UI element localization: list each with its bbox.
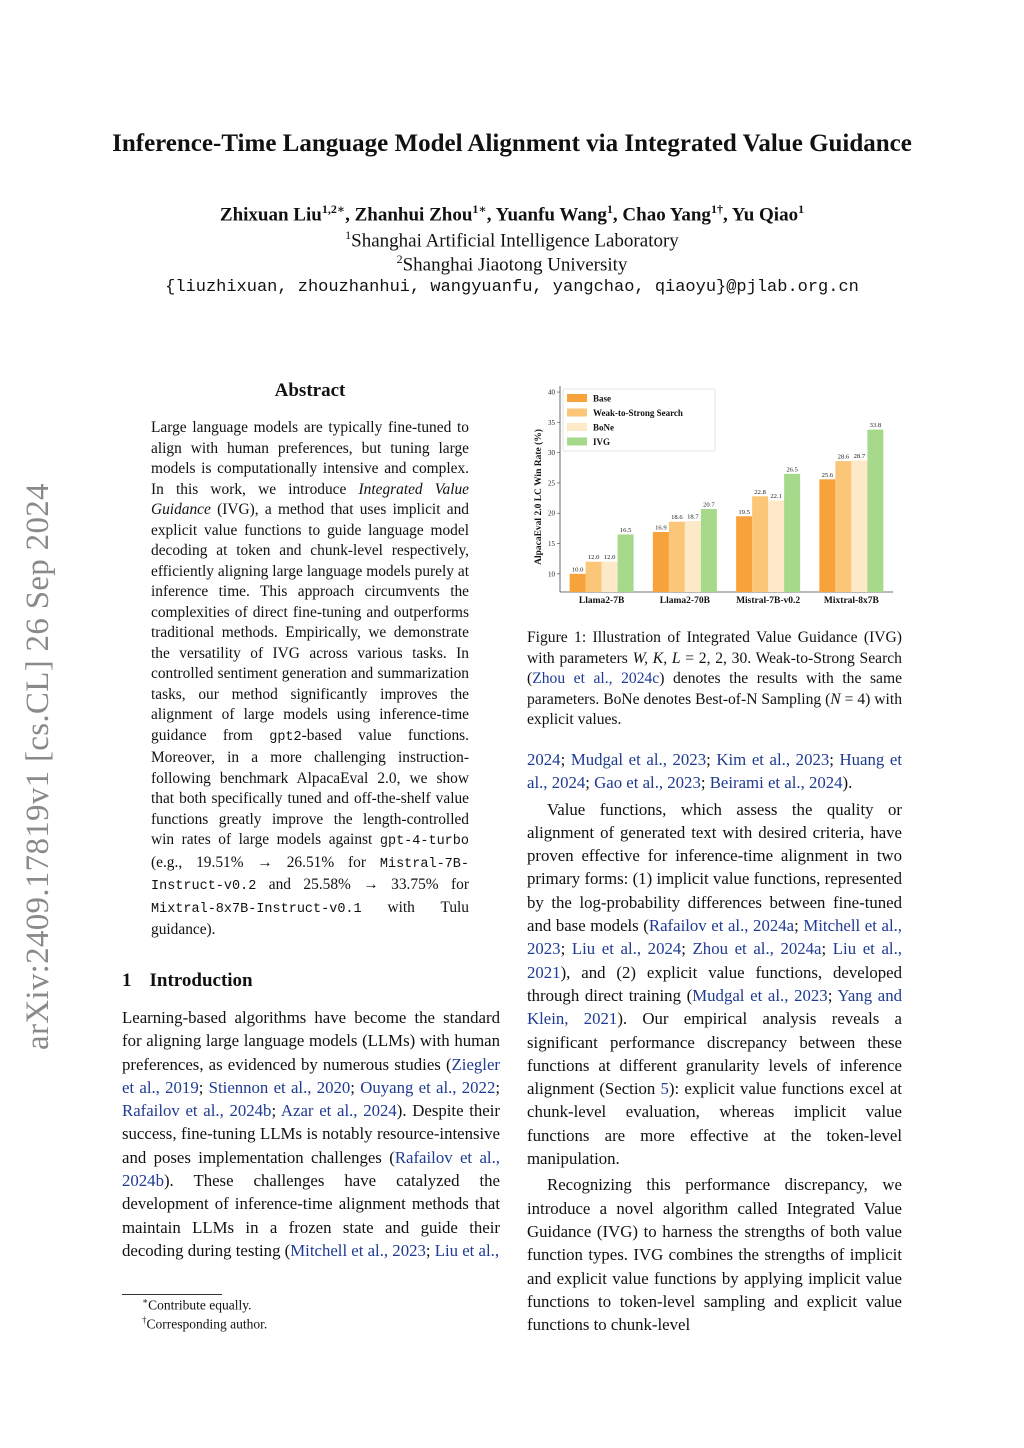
author-name[interactable]: Chao Yang [622,204,711,226]
citation-separator: ; [827,985,838,1005]
citation-link[interactable]: Stiennon et al., 2020 [208,1077,351,1097]
author-separator: , [612,204,623,226]
footnote-equal-contribution [142,1296,251,1314]
y-tick-label: 20 [548,509,555,518]
citation-link[interactable]: Ziegler et al., 2019 [122,1054,500,1097]
citation-link[interactable]: Mitchell et al., 2023 [290,1240,426,1260]
citation-link[interactable]: Huang et al., 2024 [527,750,902,793]
abstract-text: (e.g., 19.51% → 26.51% for [151,853,380,871]
abstract-text: and 25.58% → 33.75% for [256,876,469,893]
legend-entry: BoNe [593,422,614,433]
legend-swatch [567,438,587,446]
citation-separator: ; [560,750,571,769]
bar-base [736,516,752,592]
citation-link[interactable]: Mudgal et al., 2023 [692,985,828,1005]
bar-data-label: 20.7 [703,501,715,509]
author-separator: , [722,204,732,226]
bar-weak-to-strong-search [835,461,851,592]
section-number: 1 [122,970,132,991]
y-axis-label: AlpacaEval 2.0 LC Win Rate (%) [534,429,544,565]
abstract-text: -based value functions. Moreover, in a more challenging instruction-following benchmark AlpacaEval 2.0, we show that both specifically tuned and off-the-shelf value functions greatly improve the length-controlled win rates of large models against [151,726,469,848]
bar-ivg [618,534,634,592]
abstract-text: (IVG), a method that uses implicit and explicit value functions to guide language model decoding at token and chunk-level respectively, efficiently aligning large language models purely at inference time. This approach circumvents the complexities of direct fine-tuning and outperforms traditional methods. Empirically, we demonstrate the versatility of IVG across various tasks. In controlled sentiment generation and summarization tasks, our method significantly improves the alignment of large models using inference-time guidance from [151,501,469,744]
citation-link[interactable]: Liu et al., 2024 [571,939,682,959]
bar-bone [851,461,867,592]
citation-link[interactable]: Ouyang et al., 2022 [360,1077,496,1097]
bar-data-label: 18.7 [687,513,699,521]
citation-separator: ; [706,750,717,769]
citation-link[interactable]: Yang and Klein, 2021 [527,985,903,1029]
body-text: ): explicit value functions excel at chunk-level evaluation, whereas implicit value functions are more effective at the token-level manipulation. [527,1079,902,1169]
author-name[interactable]: Yuanfu Wang [495,204,607,226]
bar-ivg [701,509,717,592]
citation-link[interactable]: Beirami et al., 2024 [709,773,843,793]
x-tick-label: Mistral-7B-v0.2 [736,596,801,606]
affiliation-1 [0,228,1024,252]
citation-link[interactable]: Mitchell et al., 2023 [527,916,902,959]
abstract-code: gpt-4-turbo [379,834,469,849]
intro-paragraph [122,1006,500,1262]
figure-1-bar-chart [527,384,907,609]
affiliation-mark: 1 [345,228,352,242]
caption-text: Illustration of Integrated Value Guidance (IVG) with parameters [527,629,902,667]
legend-entry: Weak-to-Strong Search [593,408,683,418]
bar-data-label: 16.5 [619,526,632,534]
bar-bone [685,521,701,592]
bar-data-label: 16.9 [655,524,667,532]
citation-link[interactable]: Gao et al., 2023 [594,773,701,793]
caption-text: ) denotes the results with the same parameters. BoNe denotes Best-of-N Sampling ( [527,670,902,708]
citation-separator: ; [821,939,833,959]
abstract-text: Large language models are typically fine-tuned to align with human preferences, but tuning large models is computationally intensive and complex. In this work, we introduce [151,419,469,498]
bar-bone [768,501,784,592]
citation-link[interactable]: Liu et al., 2021 [527,939,902,982]
caption-text: = 4) with explicit values. [527,690,902,729]
abstract-code: gpt2 [269,729,302,745]
body-text: ), and (2) explicit value functions, developed through direct training ( [527,962,902,1005]
author-list [0,202,1024,226]
abstract-text: with Tulu guidance). [151,898,469,938]
citation-link[interactable]: Rafailov et al., 2024b [122,1147,500,1191]
bar-ivg [784,474,800,592]
bar-data-label: 19.5 [738,508,750,516]
section-title: Introduction [149,970,253,991]
arxiv-identifier: arXiv:2409.17819v1 [cs.CL] 26 Sep 2024 [20,483,56,1050]
paragraph-value-functions [527,798,902,1171]
author-emails[interactable]: {liuzhixuan, zhouzhanhui, wangyuanfu, yangchao, qiaoyu}@pjlab.org.cn [165,278,859,297]
author-affiliation-mark: 1† [710,202,723,216]
bar-bone [602,562,618,592]
author-affiliation-mark: 1 [798,202,805,216]
legend-entry: IVG [593,437,611,447]
bar-weak-to-strong-search [586,562,602,592]
author-name[interactable]: Zhanhui Zhou [354,204,473,226]
bar-data-label: 33.8 [869,422,882,430]
x-tick-label: Mixtral-8x7B [823,596,879,606]
bar-base [653,532,669,592]
bar-data-label: 12.0 [587,554,600,562]
section-reference-link[interactable]: 5 [660,1079,669,1099]
footnote-rule [122,1294,222,1295]
author-separator: , [345,204,355,226]
bar-data-label: 26.5 [786,466,798,474]
citation-link[interactable]: 2024 [527,750,561,769]
legend-swatch [567,409,587,417]
caption-text: = 2, 2, 30. Weak-to-Strong Search ( [527,649,902,688]
citation-separator: ; [560,939,572,959]
footnote-mark: ∗ [142,1296,149,1306]
footnote-mark: † [142,1315,147,1325]
body-text: Learning-based algorithms have become the standard for aligning large language models (LLMs) with human preferences, as evidenced by numerous studies ( [122,1008,500,1074]
x-tick-label: Llama2-7B [578,596,625,606]
abstract-body [151,418,469,941]
bar-data-label: 12.0 [603,554,616,562]
abstract-heading: Abstract [274,380,346,401]
citation-separator: ; [271,1101,281,1121]
bar-data-label: 28.7 [853,453,866,461]
citation-link[interactable]: Zhou et al., 2024a [692,939,822,959]
bar-data-label: 25.6 [821,471,834,479]
y-tick-label: 25 [548,479,555,488]
citation-separator: ; [681,939,693,959]
bar-weak-to-strong-search [752,496,768,592]
bar-data-label: 28.6 [837,453,850,461]
section-heading-introduction [122,970,253,992]
author-name[interactable]: Yu Qiao [731,204,799,226]
body-text: ). These challenges have catalyzed the development of inference-time alignment methods that maintain LLMs in a frozen state and guide their decoding during testing ( [122,1171,500,1260]
abstract-code: Mistral-7B-Instruct-v0.2 [151,856,469,894]
body-text: ). Despite their success, fine-tuning LLMs is notably resource-intensive and poses implementation challenges ( [122,1101,500,1167]
abstract-method-name: Integrated Value Guidance [151,480,469,518]
affiliation-name: Shanghai Jiaotong University [402,254,628,276]
author-name[interactable]: Zhixuan Liu [219,204,322,226]
x-tick-label: Llama2-70B [659,596,710,606]
citation-link[interactable]: Zhou et al., 2024c [532,670,660,688]
bar-base [570,574,586,592]
figure-1-caption [527,628,902,731]
bar-weak-to-strong-search [669,522,685,592]
body-text: Value functions, which assess the quality or alignment of generated text with desired criteria, have proven effective for inference-time alignment in two primary forms: (1) implicit value functions, represented by the log-probability differences between fine-tuned and base models ( [527,799,902,936]
chart-bars [570,430,884,592]
legend-swatch [567,394,587,402]
bar-data-label: 18.6 [671,514,683,522]
citation-separator: ; [794,916,804,936]
affiliation-mark: 2 [396,252,403,266]
author-separator: , [486,204,496,226]
footnote-corresponding-author [142,1315,267,1333]
paragraph-continuation [527,748,902,795]
bar-data-label: 22.8 [754,488,766,496]
author-affiliation-mark: 1,2∗ [321,202,346,216]
affiliation-name: Shanghai Artificial Intelligence Laboratory [351,230,679,252]
footnote-text: Contribute equally. [148,1297,252,1313]
legend-swatch [567,423,587,431]
footnote-text: Corresponding author. [146,1316,268,1332]
abstract-code: Mixtral-8x7B-Instruct-v0.1 [151,901,362,917]
citation-separator: ; [198,1077,209,1097]
citation-separator: ; [585,773,595,793]
bar-base [819,479,835,592]
chart-legend [563,389,715,451]
body-text: ). [842,773,853,793]
citation-separator: ; [495,1077,501,1097]
citation-separator: ; [700,773,710,793]
affiliation-2 [0,252,1024,276]
bar-data-label: 22.1 [770,493,782,501]
y-tick-label: 30 [548,449,555,458]
caption-math: W, K, L [632,649,681,667]
citation-link[interactable]: Mudgal et al., 2023 [570,750,707,769]
citation-link[interactable]: Rafailov et al., 2024b [122,1101,272,1121]
citation-link[interactable]: Rafailov et al., 2024a [648,916,795,936]
caption-label: Figure 1: [527,629,587,646]
citation-separator: ; [350,1077,361,1097]
citation-separator: ; [425,1240,435,1260]
y-tick-label: 40 [548,388,555,397]
bar-data-label: 10.0 [571,566,584,574]
legend-entry: Base [593,393,611,404]
bar-ivg [867,430,883,592]
author-affiliation-mark: 1∗ [472,202,487,216]
citation-separator: ; [829,750,840,769]
y-tick-label: 35 [548,418,555,427]
body-text: ). Our empirical analysis reveals a significant performance discrepancy between these functions at different granularity levels of inference alignment (Section [527,1009,902,1099]
right-column-body [527,748,902,1336]
paper-title: Inference-Time Language Model Alignment via Integrated Value Guidance [112,130,912,157]
y-tick-label: 15 [548,540,555,549]
citation-link[interactable]: Liu et al., [434,1240,500,1260]
author-affiliation-mark: 1 [606,202,613,216]
citation-link[interactable]: Azar et al., 2024 [280,1101,397,1121]
paragraph-ivg-intro: Recognizing this performance discrepancy, we introduce a novel algorithm called Integrated Value Guidance (IVG) to harness the strengths of both value function types. IVG combines the strengths of implicit and explicit value functions by applying implicit value functions to token-level sampling and explicit value functions to chunk-level [527,1175,902,1335]
citation-link[interactable]: Kim et al., 2023 [716,750,830,769]
y-tick-label: 10 [548,570,555,579]
caption-math: N [830,690,841,708]
